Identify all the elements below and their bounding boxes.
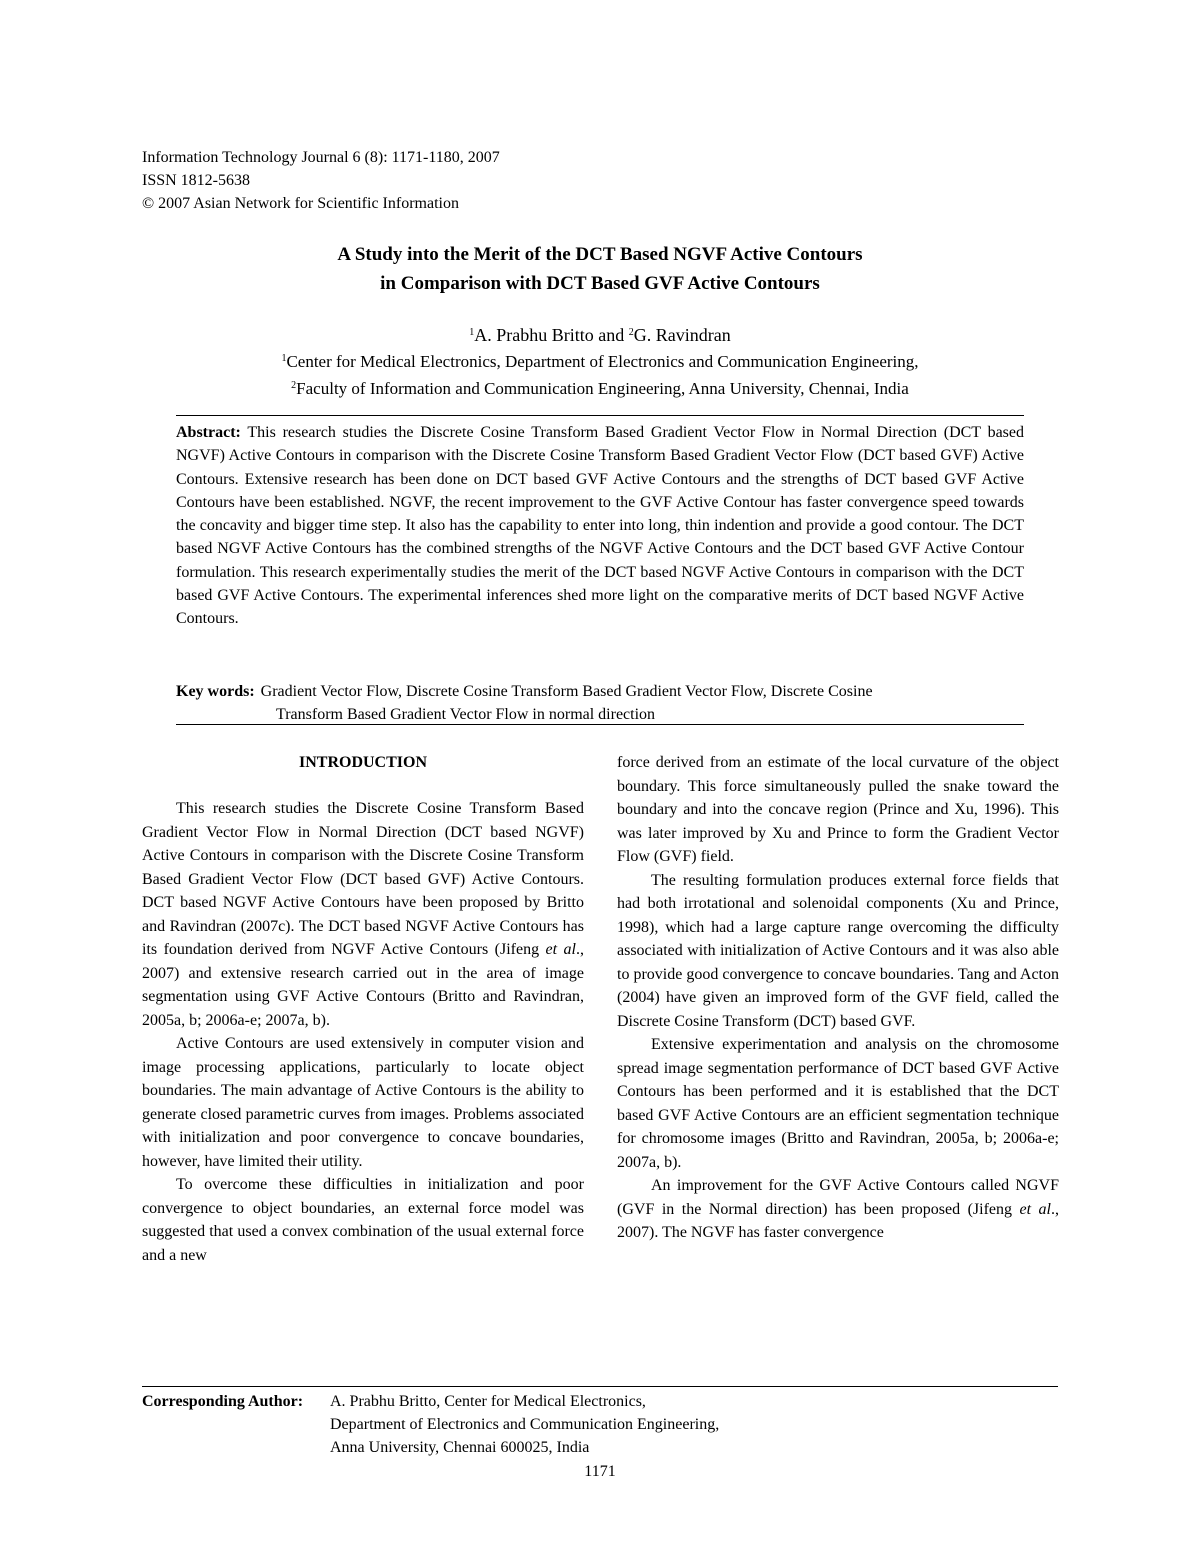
right-column bbox=[617, 751, 1059, 1245]
affiliations bbox=[176, 347, 1024, 401]
intro-p1-text: This research studies the Discrete Cosine Transform Based Gradient Vector Flow in Normal Direction (DCT based NGVF) Active Contours in comparison with the Discrete Cosine Transform Based Gradient Vector Flow (DCT based GVF) Active Contours. DCT based NGVF Active Contours have been proposed by Britto and Ravindran (2007c). The DCT based NGVF Active Contours has its foundation derived from NGVF Active Contours (Jifeng bbox=[142, 800, 584, 958]
paper-title bbox=[176, 240, 1024, 298]
affiliation-1-text: Center for Medical Electronics, Department of Electronics and Communication Engineering, bbox=[286, 352, 919, 371]
corresponding-line-1: A. Prabhu Britto, Center for Medical Electronics, bbox=[330, 1393, 646, 1410]
keywords-line-1: Gradient Vector Flow, Discrete Cosine Transform Based Gradient Vector Flow, Discrete Cosine bbox=[260, 683, 873, 700]
author-1: A. Prabhu Britto and bbox=[474, 325, 629, 345]
journal-citation: Information Technology Journal 6 (8): 1171-1180, 2007 bbox=[142, 149, 500, 166]
affiliation-1 bbox=[176, 347, 1024, 374]
abstract-top-rule bbox=[176, 415, 1024, 416]
corresponding-line-3: Anna University, Chennai 600025, India bbox=[330, 1439, 590, 1456]
page-number: 1171 bbox=[584, 1463, 616, 1480]
corresponding-line-2: Department of Electronics and Communication Engineering, bbox=[330, 1416, 720, 1433]
affiliation-2-text: Faculty of Information and Communication Engineering, Anna University, Chennai, India bbox=[296, 379, 909, 398]
introduction-heading: INTRODUCTION bbox=[298, 754, 427, 771]
intro-p1-etal: et al bbox=[545, 941, 576, 958]
intro-p6-tail: ., 2007). The NGVF has faster convergence bbox=[617, 1200, 1060, 1241]
intro-paragraph-3-continued: force derived from an estimate of the local curvature of the object boundary. This force simultaneously pulled the snake toward the boundary and into the concave region (Prince and Xu, 1996). This was later improved by Xu and Prince to form the Gradient Vector Flow (GVF) field. bbox=[617, 754, 1059, 865]
journal-copyright: © 2007 Asian Network for Scientific Information bbox=[142, 195, 459, 212]
intro-paragraph-6 bbox=[617, 1174, 1059, 1245]
corresponding-author bbox=[142, 1390, 1060, 1459]
author-list bbox=[176, 321, 1024, 347]
corresponding-label: Corresponding Author: bbox=[142, 1393, 304, 1410]
title-line-1: A Study into the Merit of the DCT Based NGVF Active Contours bbox=[337, 244, 863, 265]
affiliation-2-marker: 2 bbox=[291, 380, 297, 391]
affiliation-1-marker: 1 bbox=[281, 353, 287, 364]
intro-paragraph-5: Extensive experimentation and analysis on the chromosome spread image segmentation performance of DCT based GVF Active Contours has been performed and it is established that the DCT based GVF Active Contours are an efficient segmentation technique for chromosome images (Britto and Ravindran, 2005a, b; 2006a-e; 2007a, b). bbox=[617, 1036, 1059, 1171]
author-2-affil-marker: 2 bbox=[628, 327, 634, 338]
keywords-label: Key words: bbox=[176, 683, 255, 700]
title-line-2: in Comparison with DCT Based GVF Active Contours bbox=[380, 273, 820, 294]
abstract bbox=[176, 421, 1024, 631]
keywords-row-1 bbox=[176, 680, 1024, 703]
intro-p6-etal: et al bbox=[1019, 1200, 1052, 1218]
keywords bbox=[176, 680, 1024, 726]
journal-issn: ISSN 1812-5638 bbox=[142, 172, 251, 189]
keywords-line-2: Transform Based Gradient Vector Flow in normal direction bbox=[276, 706, 656, 723]
footnote-rule bbox=[142, 1386, 1058, 1387]
intro-paragraph-2: Active Contours are used extensively in computer vision and image processing applications, particularly to locate object boundaries. The main advantage of Active Contours is the ability to generate closed parametric curves from images. Problems associated with initialization and poor convergence to concave boundaries, however, have limited their utility. bbox=[142, 1035, 584, 1170]
author-2: G. Ravindran bbox=[633, 325, 731, 345]
corresponding-row-1 bbox=[142, 1390, 1060, 1413]
left-column bbox=[142, 751, 584, 1267]
abstract-label: Abstract: bbox=[176, 424, 241, 441]
intro-p1-tail: ., 2007) and extensive research carried out in the area of image segmentation using GVF Active Contours (Britto and Ravindran, 2005a, b; 2006a-e; 2007a, b). bbox=[142, 941, 584, 1029]
intro-paragraph-1 bbox=[142, 797, 584, 1032]
intro-paragraph-4: The resulting formulation produces external force fields that had both irrotational and solenoidal components (Xu and Prince, 1998), which had a large capture range overcoming the difficulty associated with initialization of Active Contours and it was also able to provide good convergence to concave boundaries. Tang and Acton (2004) have given an improved form of the GVF field, called the Discrete Cosine Transform (DCT) based GVF. bbox=[617, 871, 1059, 1030]
author-1-affil-marker: 1 bbox=[469, 327, 475, 338]
intro-paragraph-3: To overcome these difficulties in initialization and poor convergence to object boundaries, an external force model was suggested that used a convex combination of the usual external force and a new bbox=[142, 1176, 584, 1264]
keywords-bottom-rule bbox=[176, 724, 1024, 725]
affiliation-2 bbox=[176, 374, 1024, 401]
abstract-text: This research studies the Discrete Cosine Transform Based Gradient Vector Flow in Normal Direction (DCT based NGVF) Active Contours in comparison with the Discrete Cosine Transform Based Gradient Vector Flow (DCT based GVF) Active Contours. Extensive research has been done on DCT based GVF Active Contours and the strengths of DCT based GVF Active Contours have been established. NGVF, the recent improvement to the GVF Active Contour has faster convergence speed towards the concavity and bigger time step. It also has the capability to enter into long, thin indention and provide a good contour. The DCT based NGVF Active Contours has the combined strengths of the NGVF Active Contours and the DCT based GVF Active Contour formulation. This research experimentally studies the merit of the DCT based NGVF Active Contours in comparison with the DCT based GVF Active Contours. The experimental inferences shed more light on the comparative merits of DCT based NGVF Active Contours. bbox=[176, 424, 1024, 628]
intro-p6-text: An improvement for the GVF Active Contours called NGVF (GVF in the Normal direction) has been proposed (Jifeng bbox=[617, 1177, 1059, 1218]
journal-info bbox=[142, 146, 842, 215]
